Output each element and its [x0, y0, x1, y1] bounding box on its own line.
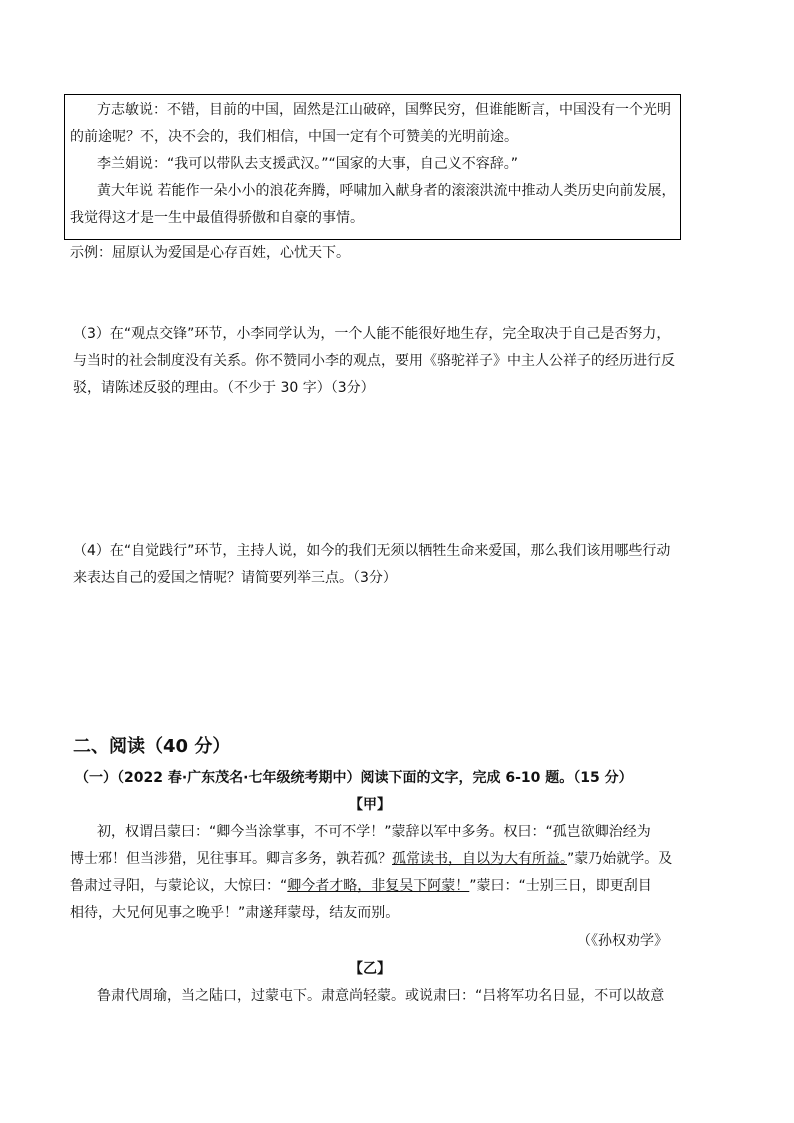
passage-jia-line2-a: 博士邪！但当涉猎，见往事耳。卿言多务，孰若孤？ — [70, 851, 392, 867]
passage-jia-line3-b: ”蒙曰：“士别三日，即更刮目 — [469, 878, 652, 894]
question-3-line3: 驳，请陈述反驳的理由。（不少于 30 字）（3分） — [73, 380, 375, 396]
underlined-sentence-2: 卿今者才略，非复吴下阿蒙！ — [287, 878, 470, 894]
question-4-line1: （4）在“自觉践行”环节，主持人说，如今的我们无须以牺牲生命来爱国，那么我们该用哪些行动 — [73, 543, 671, 559]
fang-zhimin-quote-line1: 方志敏说：不错，目前的中国，固然是江山破碎，国弊民穷，但谁能断言，中国没有一个光明 — [97, 102, 671, 118]
example-answer: 示例：屈原认为爱国是心存百姓，心忧天下。 — [70, 245, 350, 261]
section-2-heading: 二、阅读（40 分） — [73, 736, 231, 757]
passage-jia-label: 【甲】 — [349, 797, 391, 813]
passage-jia-line3-a: 鲁肃过寻阳，与蒙论议，大惊曰：“ — [70, 878, 288, 894]
li-lanjuan-quote: 李兰娟说：“我可以带队去支援武汉。”“国家的大事，自己义不容辞。” — [97, 156, 519, 172]
huang-danian-quote-line2: 我觉得这才是一生中最值得骄傲和自豪的事情。 — [70, 210, 364, 226]
fang-zhimin-quote-line2: 的前途呢？不，决不会的，我们相信，中国一定有个可赞美的光明前途。 — [70, 129, 518, 145]
question-3-line1: （3）在“观点交锋”环节，小李同学认为，一个人能不能很好地生存，完全取决于自己是否努力， — [73, 326, 671, 342]
passage-jia-line4: 相待，大兄何见事之晚乎！”肃遂拜蒙母，结友而别。 — [70, 905, 400, 921]
passage-yi-line1: 鲁肃代周瑜，当之陆口，过蒙屯下。肃意尚轻蒙。或说肃曰：“吕将军功名日显，不可以故意 — [97, 988, 665, 1004]
passage-jia-line2-b: ”蒙乃始就学。及 — [567, 851, 673, 867]
passage-jia-line2 — [70, 849, 672, 869]
reading-1-instructions: （一）（2022 春·广东茂名·七年级统考期中）阅读下面的文字，完成 6-10 题。（15 分） — [75, 770, 633, 786]
passage-jia-line1: 初，权谓吕蒙曰：“卿今当涂掌事，不可不学！”蒙辞以军中多务。权曰：“孤岂欲卿治经为 — [97, 824, 651, 840]
passage-jia-source: （《孙权劝学》 — [577, 933, 668, 949]
passage-jia-line3 — [70, 876, 652, 896]
question-4-line2: 来表达自己的爱国之情呢？请简要列举三点。（3分） — [73, 570, 397, 586]
passage-yi-label: 【乙】 — [349, 961, 391, 977]
huang-danian-quote-line1: 黄大年说 若能作一朵小小的浪花奔腾，呼啸加入献身者的滚滚洪流中推动人类历史向前发展， — [97, 183, 676, 199]
underlined-sentence-1: 孤常读书，自以为大有所益。 — [392, 851, 567, 867]
question-3-line2: 与当时的社会制度没有关系。你不赞同小李的观点，要用《骆驼祥子》中主人公祥子的经历进行反 — [73, 353, 675, 369]
